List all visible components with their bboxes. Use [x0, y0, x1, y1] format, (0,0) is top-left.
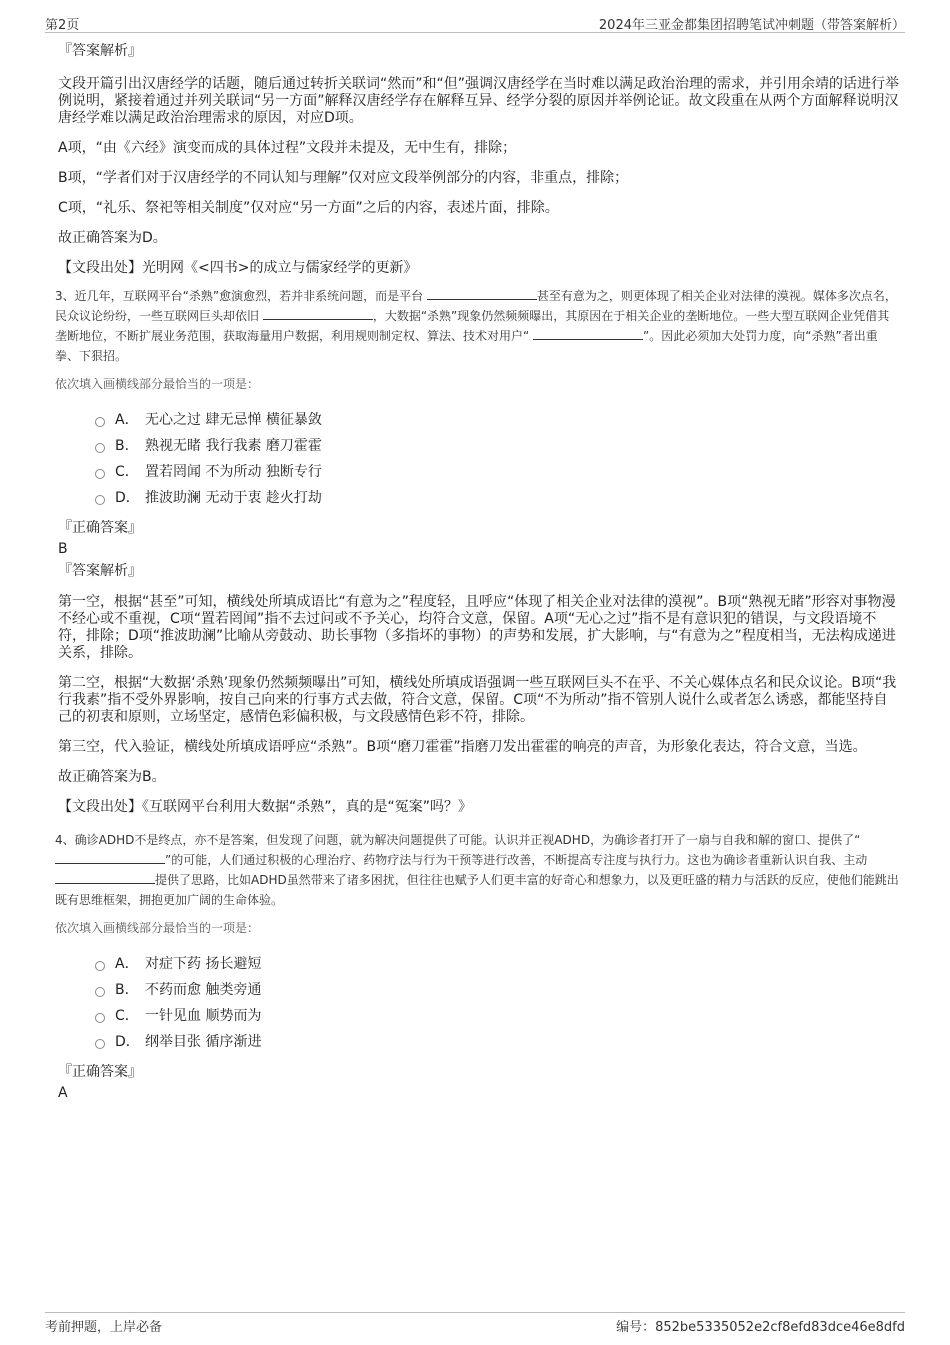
correct-answer-heading: 『正确答案』	[58, 1064, 142, 1080]
page-footer	[45, 1312, 905, 1335]
correct-answer-heading: 『正确答案』	[58, 520, 142, 536]
analysis-paragraph: 文段开篇引出汉唐经学的话题，随后通过转折关联词“然而”和“但”强调汉唐经学在当时难以满足政治治理的需求，并引用余靖的话进行举例说明，紧接着通过并列关联词“另一方面”解释汉唐经学存在解释互异、经学分裂的原因并举例论证。故文段重在从两个方面解释说明汉唐经学难以满足政治治理需求的原因，对应D项。	[58, 76, 900, 126]
option-c[interactable]: C． 一针见血 顺势而为	[95, 1002, 900, 1028]
document-code: 编号：852be5335052e2cf8efd83dce46e8dfd	[616, 1320, 905, 1335]
radio-button[interactable]	[95, 961, 105, 971]
fill-blank	[55, 851, 165, 864]
radio-button[interactable]	[95, 1013, 105, 1023]
source-citation: 【文段出处】光明网《<四书>的成立与儒家经学的更新》	[58, 260, 418, 276]
source-citation: 【文段出处】《互联网平台利用大数据“杀熟”，真的是“冤案”吗？》	[58, 799, 473, 815]
fill-blank	[55, 871, 155, 884]
page-number: 第2页	[45, 18, 80, 33]
document-body	[55, 42, 900, 1106]
option-d[interactable]: D． 纲举目张 循序渐进	[95, 1028, 900, 1054]
option-c[interactable]: C． 置若罔闻 不为所动 独断专行	[95, 458, 900, 484]
option-a[interactable]: A． 对症下药 扬长避短	[95, 950, 900, 976]
analysis-heading: 『答案解析』	[58, 563, 142, 579]
correct-answer: B	[58, 541, 68, 557]
radio-button[interactable]	[95, 495, 105, 505]
option-b[interactable]: B． 不药而愈 触类旁通	[95, 976, 900, 1002]
radio-button[interactable]	[95, 443, 105, 453]
page-header	[45, 10, 905, 33]
option-b[interactable]: B． 熟视无睹 我行我素 磨刀霍霍	[95, 432, 900, 458]
radio-button[interactable]	[95, 469, 105, 479]
question-3-text: 3、近几年，互联网平台“杀熟”愈演愈烈，若并非系统问题，而是平台 甚至有意为之，则更体现了相关企业对法律的漠视。媒体多次点名，民众议论纷纷，一些互联网巨头却依旧 ，大数据“杀熟”现象仍然频频曝出，其原因在于相关企业的垄断地位。一些大型互联网企业凭借其垄断地位，不断扩展业务范围，获取海量用户数据，利用规则制定权、算法、技术对用户“ ”。因此必须加大处罚力度，向“杀熟”者出重拳、下狠招。	[55, 289, 897, 363]
question-3-options	[95, 406, 900, 510]
footer-slogan: 考前押题，上岸必备	[45, 1320, 163, 1335]
analysis-paragraph: 故正确答案为D。	[58, 230, 167, 246]
analysis-paragraph: 第一空，根据“甚至”可知，横线处所填成语比“有意为之”程度轻，且呼应“体现了相关企业对法律的漠视”。B项“熟视无睹”形容对事物漫不经心或不重视，C项“置若罔闻”指不去过问或不予关心，均符合文意，保留。A项“无心之过”指不是有意识犯的错误，与文段语境不符，排除；D项“推波助澜”比喻从旁鼓动、助长事物（多指坏的事物）的声势和发展，扩大影响，与“有意为之”程度相当，无法构成递进关系，排除。	[58, 594, 896, 661]
analysis-heading: 『答案解析』	[58, 43, 142, 59]
analysis-paragraph: B项，“学者们对于汉唐经学的不同认知与理解”仅对应文段举例部分的内容，非重点，排除；	[58, 170, 629, 186]
analysis-paragraph: 第二空，根据“大数据‘杀熟’现象仍然频频曝出”可知，横线处所填成语强调一些互联网巨头不在乎、不关心媒体点名和民众议论。B项“我行我素”指不受外界影响，按自己向来的行事方式去做，符合文意，保留。C项“不为所动”指不管别人说什么或者怎么诱惑，都能坚持自己的初衷和原则，立场坚定，感情色彩偏积极，与文段感情色彩不符，排除。	[58, 675, 897, 725]
radio-button[interactable]	[95, 987, 105, 997]
analysis-paragraph: A项，“由《六经》演变而成的具体过程”文段并未提及，无中生有，排除；	[58, 140, 517, 156]
fill-blank	[533, 327, 643, 340]
correct-answer: A	[58, 1085, 68, 1101]
option-d[interactable]: D． 推波助澜 无动于衷 趁火打劫	[95, 484, 900, 510]
radio-button[interactable]	[95, 1039, 105, 1049]
analysis-paragraph: 第三空，代入验证，横线处所填成语呼应“杀熟”。B项“磨刀霍霍”指磨刀发出霍霍的响亮的声音，为形象化表达，符合文意，当选。	[58, 739, 867, 755]
question-4-text: 4、确诊ADHD不是终点，亦不是答案，但发现了问题，就为解决问题提供了可能。认识并正视ADHD，为确诊者打开了一扇与自我和解的窗口、提供了“ ”的可能，人们通过积极的心理治疗、药物疗法与行为干预等进行改善，不断提高专注度与执行力。这也为确诊者重新认识自我、主动 提供了思路，比如ADHD虽然带来了诸多困扰，但往往也赋予人们更丰富的好奇心和想象力，以及更旺盛的精力与活跃的反应，使他们能跳出既有思维框架，拥抱更加广阔的生命体验。	[55, 833, 899, 907]
question-4-options	[95, 950, 900, 1054]
question-prompt: 依次填入画横线部分最恰当的一项是：	[55, 377, 260, 391]
fill-blank	[263, 307, 373, 320]
radio-button[interactable]	[95, 417, 105, 427]
analysis-paragraph: C项，“礼乐、祭祀等相关制度”仅对应“另一方面”之后的内容，表述片面，排除。	[58, 200, 559, 216]
question-prompt: 依次填入画横线部分最恰当的一项是：	[55, 921, 260, 935]
option-a[interactable]: A． 无心之过 肆无忌惮 横征暴敛	[95, 406, 900, 432]
document-title: 2024年三亚金都集团招聘笔试冲刺题（带答案解析）	[598, 18, 905, 33]
analysis-paragraph: 故正确答案为B。	[58, 769, 166, 785]
fill-blank	[427, 287, 537, 300]
